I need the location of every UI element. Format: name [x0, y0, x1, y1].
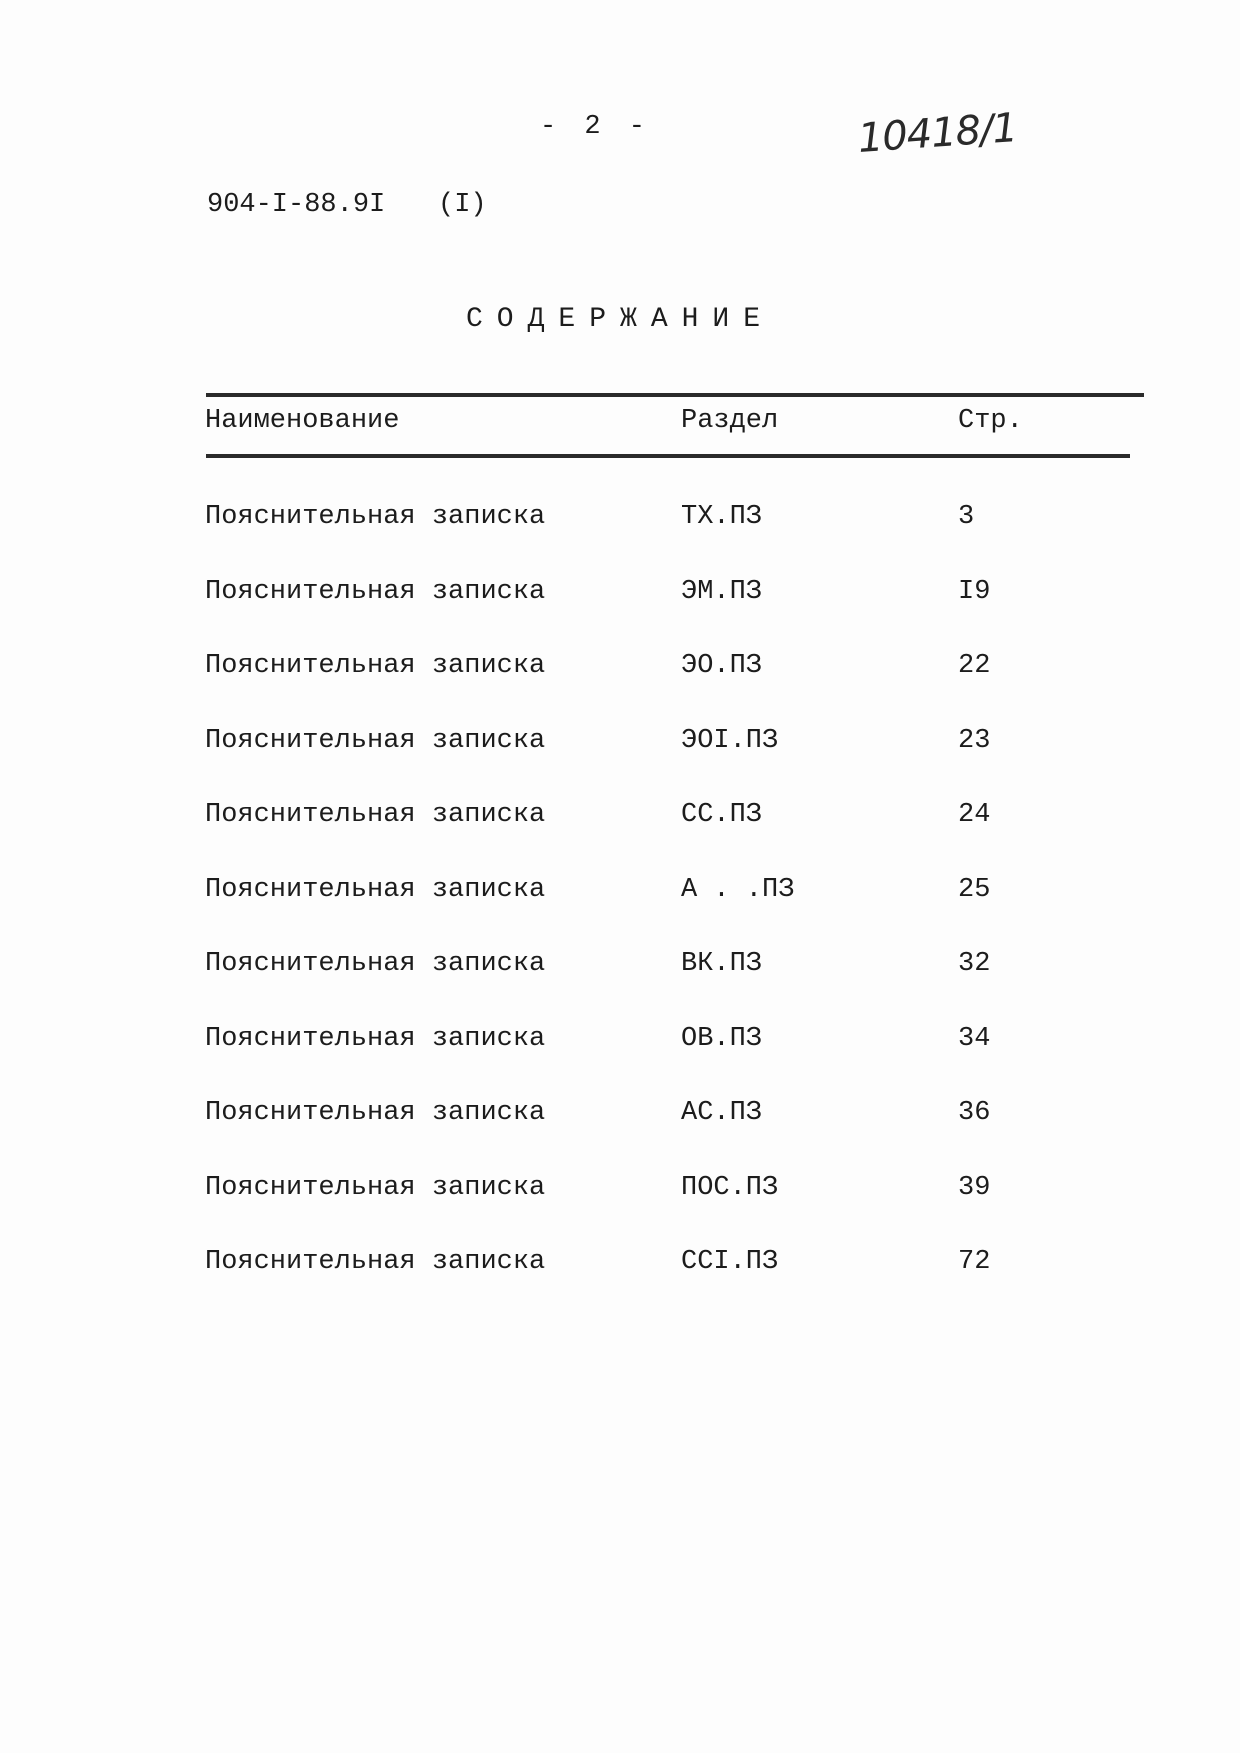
row-page: 36: [958, 1098, 991, 1128]
header-page: Стр.: [958, 406, 1023, 436]
row-page: 39: [958, 1172, 991, 1203]
document-volume: (I): [438, 190, 487, 220]
row-name: Пояснительная записка: [205, 1023, 546, 1054]
table-row: [0, 800, 1240, 875]
row-name: Пояснительная записка: [205, 502, 546, 532]
table-body: [0, 502, 1240, 1322]
table-header-rule: [206, 454, 1130, 458]
table-row: [0, 875, 1240, 950]
table-row: [0, 726, 1240, 801]
row-section: ЭО.ПЗ: [681, 651, 763, 681]
table-top-rule: [206, 393, 1144, 397]
row-page: 22: [958, 651, 991, 681]
row-name: Пояснительная записка: [205, 725, 546, 756]
table-row: [0, 1247, 1240, 1322]
page-title: СОДЕРЖАНИЕ: [466, 304, 775, 335]
row-page: I9: [958, 576, 991, 607]
row-section: ТХ.ПЗ: [681, 502, 763, 532]
row-name: Пояснительная записка: [205, 1098, 546, 1128]
page-number: - 2 -: [540, 112, 652, 142]
table-row: [0, 1024, 1240, 1099]
row-section: ВК.ПЗ: [681, 949, 763, 979]
row-section: ПОС.ПЗ: [681, 1172, 779, 1203]
row-name: Пояснительная записка: [205, 576, 546, 607]
row-section: ЭМ.ПЗ: [681, 576, 763, 607]
row-page: 32: [958, 949, 991, 979]
table-row: [0, 949, 1240, 1024]
row-page: 24: [958, 800, 991, 830]
table-row: [0, 651, 1240, 726]
header-name: Наименование: [205, 406, 400, 436]
row-page: 34: [958, 1023, 991, 1054]
table-row: [0, 1173, 1240, 1248]
row-section: СС.ПЗ: [681, 800, 763, 830]
row-page: 25: [958, 874, 991, 905]
row-page: 3: [958, 502, 975, 532]
row-name: Пояснительная записка: [205, 874, 546, 905]
row-page: 72: [958, 1247, 991, 1277]
row-section: АС.ПЗ: [681, 1098, 763, 1128]
row-name: Пояснительная записка: [205, 800, 546, 830]
row-section: ОВ.ПЗ: [681, 1023, 763, 1054]
header-section: Раздел: [681, 406, 779, 436]
row-section: ССI.ПЗ: [681, 1247, 779, 1277]
row-name: Пояснительная записка: [205, 1172, 546, 1203]
handwritten-archive-number: 10418/1: [856, 104, 1019, 162]
row-page: 23: [958, 725, 991, 756]
table-row: [0, 1098, 1240, 1173]
table-row: [0, 577, 1240, 652]
row-section: А . .ПЗ: [681, 874, 795, 905]
row-section: ЭОI.ПЗ: [681, 725, 779, 756]
row-name: Пояснительная записка: [205, 949, 546, 979]
row-name: Пояснительная записка: [205, 651, 546, 681]
row-name: Пояснительная записка: [205, 1247, 546, 1277]
table-row: [0, 502, 1240, 577]
document-code: 904-I-88.9I: [207, 190, 386, 220]
